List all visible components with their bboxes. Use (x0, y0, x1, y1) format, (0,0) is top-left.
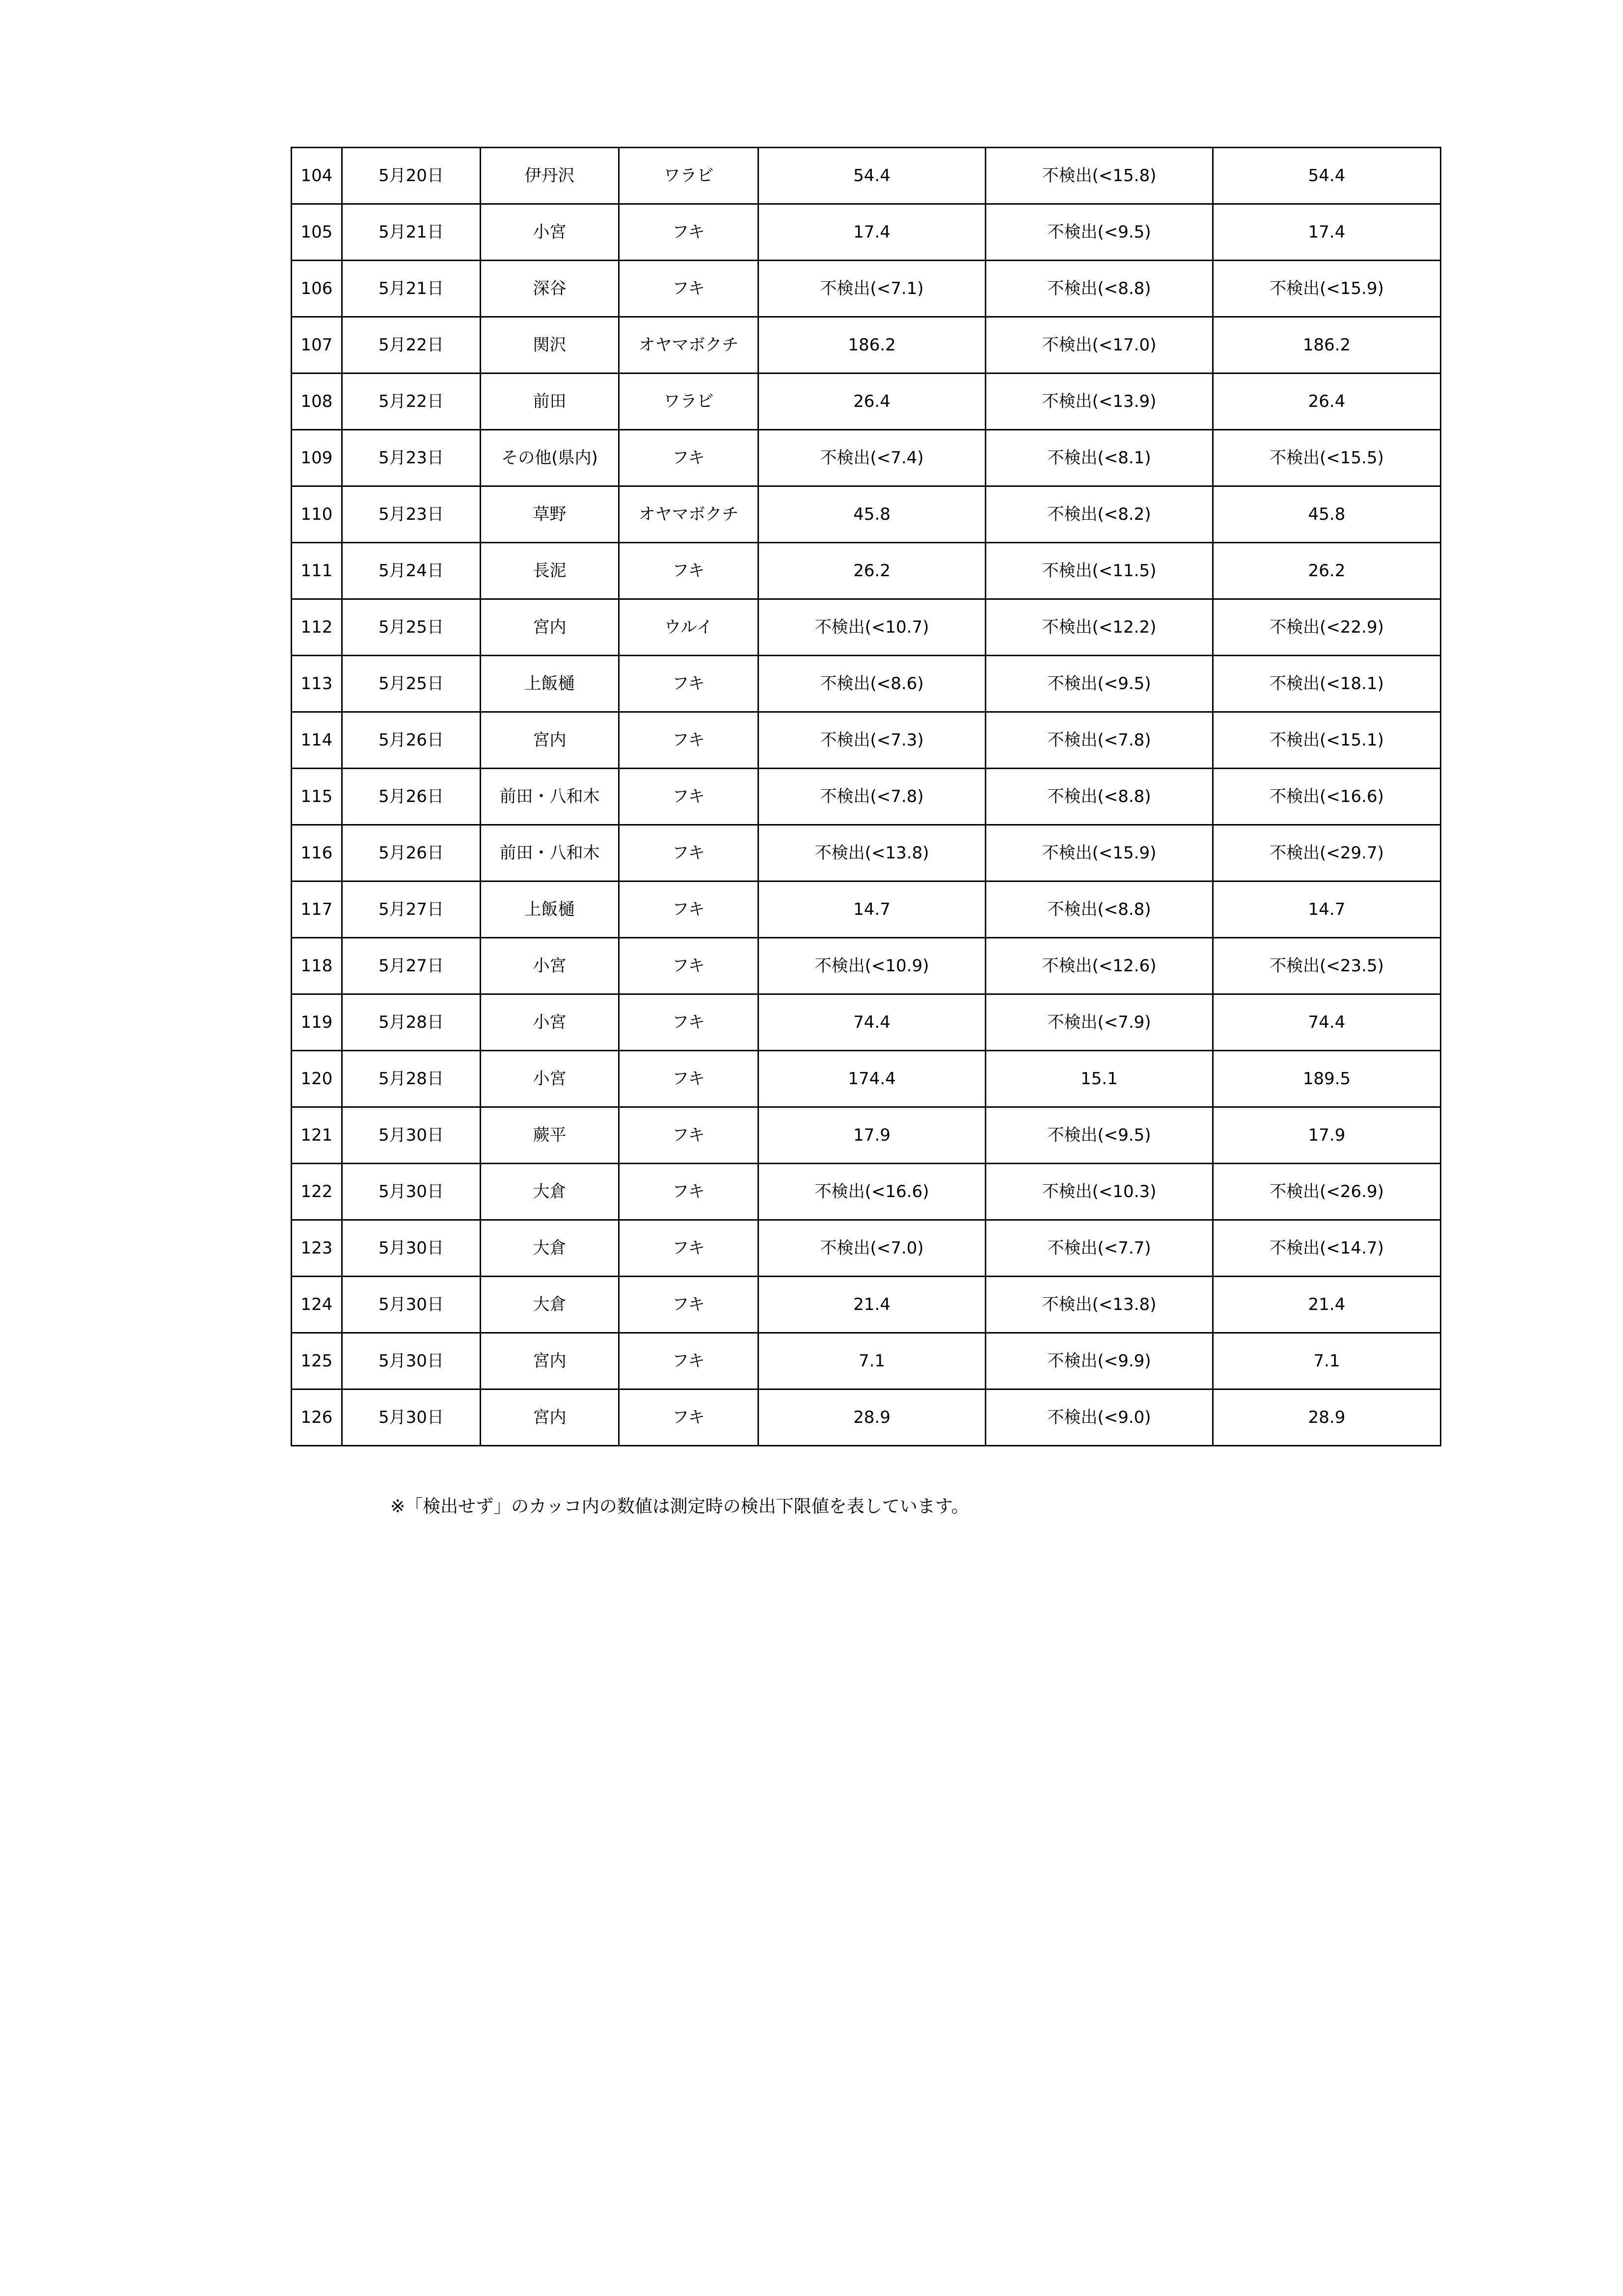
sample-date-cell: 5月30日 (342, 1107, 481, 1164)
table-row (292, 430, 1441, 486)
location-cell: 長泥 (481, 543, 619, 599)
sample-number-cell: 112 (292, 599, 342, 656)
value-1-cell: 不検出(<16.6) (758, 1164, 986, 1220)
sample-number-cell: 121 (292, 1107, 342, 1164)
sample-date-cell: 5月30日 (342, 1277, 481, 1333)
table-row (292, 1333, 1441, 1389)
total-value-cell: 28.9 (1213, 1389, 1441, 1446)
sample-number-cell: 108 (292, 374, 342, 430)
table-row (292, 374, 1441, 430)
item-cell: フキ (619, 543, 758, 599)
location-cell: 伊丹沢 (481, 148, 619, 204)
location-cell: 宮内 (481, 1333, 619, 1389)
sample-date-cell: 5月24日 (342, 543, 481, 599)
location-cell: 宮内 (481, 1389, 619, 1446)
sample-date-cell: 5月26日 (342, 825, 481, 881)
location-cell: 草野 (481, 486, 619, 543)
value-1-cell: 28.9 (758, 1389, 986, 1446)
item-cell: フキ (619, 1107, 758, 1164)
total-value-cell: 26.2 (1213, 543, 1441, 599)
location-cell: 小宮 (481, 1051, 619, 1107)
sample-date-cell: 5月25日 (342, 599, 481, 656)
location-cell: 宮内 (481, 599, 619, 656)
sample-number-cell: 114 (292, 712, 342, 769)
value-2-cell: 不検出(<11.5) (986, 543, 1213, 599)
location-cell: 大倉 (481, 1277, 619, 1333)
item-cell: フキ (619, 430, 758, 486)
value-2-cell: 不検出(<8.1) (986, 430, 1213, 486)
table-row (292, 1220, 1441, 1277)
value-2-cell: 不検出(<8.8) (986, 769, 1213, 825)
value-1-cell: 不検出(<7.4) (758, 430, 986, 486)
sample-number-cell: 120 (292, 1051, 342, 1107)
item-cell: ワラビ (619, 374, 758, 430)
item-cell: フキ (619, 204, 758, 261)
table-row (292, 204, 1441, 261)
location-cell: 関沢 (481, 317, 619, 374)
footnote: ※「検出せず」のカッコ内の数値は測定時の検出下限値を表しています。 (390, 1496, 969, 1517)
item-cell: フキ (619, 938, 758, 994)
total-value-cell: 54.4 (1213, 148, 1441, 204)
location-cell: 大倉 (481, 1164, 619, 1220)
item-cell: ウルイ (619, 599, 758, 656)
total-value-cell: 不検出(<15.5) (1213, 430, 1441, 486)
value-1-cell: 不検出(<7.8) (758, 769, 986, 825)
value-2-cell: 不検出(<7.7) (986, 1220, 1213, 1277)
item-cell: フキ (619, 769, 758, 825)
location-cell: 小宮 (481, 938, 619, 994)
value-1-cell: 不検出(<7.1) (758, 261, 986, 317)
total-value-cell: 不検出(<22.9) (1213, 599, 1441, 656)
value-2-cell: 15.1 (986, 1051, 1213, 1107)
value-2-cell: 不検出(<13.9) (986, 374, 1213, 430)
sample-date-cell: 5月23日 (342, 486, 481, 543)
table-row (292, 1277, 1441, 1333)
item-cell: ワラビ (619, 148, 758, 204)
total-value-cell: 不検出(<18.1) (1213, 656, 1441, 712)
total-value-cell: 不検出(<23.5) (1213, 938, 1441, 994)
sample-date-cell: 5月23日 (342, 430, 481, 486)
table-row (292, 543, 1441, 599)
total-value-cell: 45.8 (1213, 486, 1441, 543)
sample-number-cell: 106 (292, 261, 342, 317)
table-row (292, 486, 1441, 543)
value-2-cell: 不検出(<9.5) (986, 1107, 1213, 1164)
total-value-cell: 不検出(<14.7) (1213, 1220, 1441, 1277)
sample-number-cell: 122 (292, 1164, 342, 1220)
value-2-cell: 不検出(<15.9) (986, 825, 1213, 881)
value-2-cell: 不検出(<8.8) (986, 261, 1213, 317)
item-cell: フキ (619, 825, 758, 881)
sample-number-cell: 115 (292, 769, 342, 825)
sample-number-cell: 119 (292, 994, 342, 1051)
location-cell: 前田 (481, 374, 619, 430)
location-cell: 深谷 (481, 261, 619, 317)
sample-number-cell: 123 (292, 1220, 342, 1277)
value-2-cell: 不検出(<9.5) (986, 204, 1213, 261)
item-cell: オヤマボクチ (619, 317, 758, 374)
value-2-cell: 不検出(<9.9) (986, 1333, 1213, 1389)
value-2-cell: 不検出(<7.8) (986, 712, 1213, 769)
sample-date-cell: 5月21日 (342, 261, 481, 317)
value-1-cell: 74.4 (758, 994, 986, 1051)
item-cell: フキ (619, 1333, 758, 1389)
total-value-cell: 17.4 (1213, 204, 1441, 261)
sample-date-cell: 5月26日 (342, 769, 481, 825)
sample-date-cell: 5月27日 (342, 881, 481, 938)
table-row (292, 148, 1441, 204)
location-cell: 上飯樋 (481, 656, 619, 712)
table-row (292, 1107, 1441, 1164)
location-cell: 前田・八和木 (481, 825, 619, 881)
location-cell: その他(県内) (481, 430, 619, 486)
sample-number-cell: 110 (292, 486, 342, 543)
measurement-results-table (291, 147, 1441, 1446)
table-row (292, 769, 1441, 825)
table-row (292, 712, 1441, 769)
sample-date-cell: 5月22日 (342, 317, 481, 374)
value-1-cell: 17.4 (758, 204, 986, 261)
table-row (292, 1051, 1441, 1107)
sample-number-cell: 109 (292, 430, 342, 486)
value-1-cell: 21.4 (758, 1277, 986, 1333)
sample-number-cell: 126 (292, 1389, 342, 1446)
total-value-cell: 不検出(<15.1) (1213, 712, 1441, 769)
sample-date-cell: 5月30日 (342, 1164, 481, 1220)
item-cell: フキ (619, 261, 758, 317)
location-cell: 宮内 (481, 712, 619, 769)
item-cell: フキ (619, 1277, 758, 1333)
value-2-cell: 不検出(<10.3) (986, 1164, 1213, 1220)
value-1-cell: 不検出(<13.8) (758, 825, 986, 881)
sample-number-cell: 124 (292, 1277, 342, 1333)
value-2-cell: 不検出(<17.0) (986, 317, 1213, 374)
total-value-cell: 7.1 (1213, 1333, 1441, 1389)
table-row (292, 825, 1441, 881)
value-1-cell: 7.1 (758, 1333, 986, 1389)
item-cell: フキ (619, 1389, 758, 1446)
sample-date-cell: 5月26日 (342, 712, 481, 769)
location-cell: 前田・八和木 (481, 769, 619, 825)
value-1-cell: 不検出(<7.0) (758, 1220, 986, 1277)
item-cell: フキ (619, 1164, 758, 1220)
value-2-cell: 不検出(<12.6) (986, 938, 1213, 994)
location-cell: 大倉 (481, 1220, 619, 1277)
total-value-cell: 14.7 (1213, 881, 1441, 938)
item-cell: フキ (619, 1220, 758, 1277)
value-1-cell: 不検出(<8.6) (758, 656, 986, 712)
value-1-cell: 14.7 (758, 881, 986, 938)
value-2-cell: 不検出(<7.9) (986, 994, 1213, 1051)
sample-date-cell: 5月30日 (342, 1220, 481, 1277)
total-value-cell: 21.4 (1213, 1277, 1441, 1333)
value-2-cell: 不検出(<12.2) (986, 599, 1213, 656)
value-2-cell: 不検出(<8.2) (986, 486, 1213, 543)
total-value-cell: 不検出(<16.6) (1213, 769, 1441, 825)
table-row (292, 1164, 1441, 1220)
sample-number-cell: 117 (292, 881, 342, 938)
sample-date-cell: 5月20日 (342, 148, 481, 204)
table-row (292, 1389, 1441, 1446)
location-cell: 蕨平 (481, 1107, 619, 1164)
sample-number-cell: 118 (292, 938, 342, 994)
total-value-cell: 189.5 (1213, 1051, 1441, 1107)
item-cell: フキ (619, 881, 758, 938)
table-row (292, 938, 1441, 994)
table-row (292, 881, 1441, 938)
location-cell: 小宮 (481, 204, 619, 261)
total-value-cell: 186.2 (1213, 317, 1441, 374)
sample-date-cell: 5月21日 (342, 204, 481, 261)
value-2-cell: 不検出(<9.0) (986, 1389, 1213, 1446)
item-cell: フキ (619, 656, 758, 712)
sample-date-cell: 5月30日 (342, 1389, 481, 1446)
sample-number-cell: 107 (292, 317, 342, 374)
item-cell: フキ (619, 712, 758, 769)
value-1-cell: 174.4 (758, 1051, 986, 1107)
sample-date-cell: 5月28日 (342, 1051, 481, 1107)
total-value-cell: 17.9 (1213, 1107, 1441, 1164)
total-value-cell: 不検出(<15.9) (1213, 261, 1441, 317)
value-2-cell: 不検出(<15.8) (986, 148, 1213, 204)
item-cell: フキ (619, 1051, 758, 1107)
value-1-cell: 17.9 (758, 1107, 986, 1164)
sample-date-cell: 5月27日 (342, 938, 481, 994)
sample-number-cell: 104 (292, 148, 342, 204)
location-cell: 上飯樋 (481, 881, 619, 938)
sample-number-cell: 105 (292, 204, 342, 261)
value-2-cell: 不検出(<13.8) (986, 1277, 1213, 1333)
value-1-cell: 26.4 (758, 374, 986, 430)
value-1-cell: 不検出(<10.7) (758, 599, 986, 656)
sample-date-cell: 5月28日 (342, 994, 481, 1051)
sample-date-cell: 5月30日 (342, 1333, 481, 1389)
value-1-cell: 186.2 (758, 317, 986, 374)
table-row (292, 261, 1441, 317)
value-1-cell: 45.8 (758, 486, 986, 543)
sample-date-cell: 5月25日 (342, 656, 481, 712)
value-1-cell: 不検出(<7.3) (758, 712, 986, 769)
table-row (292, 656, 1441, 712)
sample-number-cell: 113 (292, 656, 342, 712)
sample-number-cell: 116 (292, 825, 342, 881)
sample-date-cell: 5月22日 (342, 374, 481, 430)
item-cell: フキ (619, 994, 758, 1051)
table-row (292, 317, 1441, 374)
table-body (292, 148, 1441, 1446)
total-value-cell: 不検出(<29.7) (1213, 825, 1441, 881)
sample-number-cell: 111 (292, 543, 342, 599)
total-value-cell: 不検出(<26.9) (1213, 1164, 1441, 1220)
table-row (292, 994, 1441, 1051)
sample-number-cell: 125 (292, 1333, 342, 1389)
value-1-cell: 54.4 (758, 148, 986, 204)
value-2-cell: 不検出(<9.5) (986, 656, 1213, 712)
total-value-cell: 26.4 (1213, 374, 1441, 430)
item-cell: オヤマボクチ (619, 486, 758, 543)
value-1-cell: 不検出(<10.9) (758, 938, 986, 994)
value-1-cell: 26.2 (758, 543, 986, 599)
total-value-cell: 74.4 (1213, 994, 1441, 1051)
location-cell: 小宮 (481, 994, 619, 1051)
table-row (292, 599, 1441, 656)
value-2-cell: 不検出(<8.8) (986, 881, 1213, 938)
